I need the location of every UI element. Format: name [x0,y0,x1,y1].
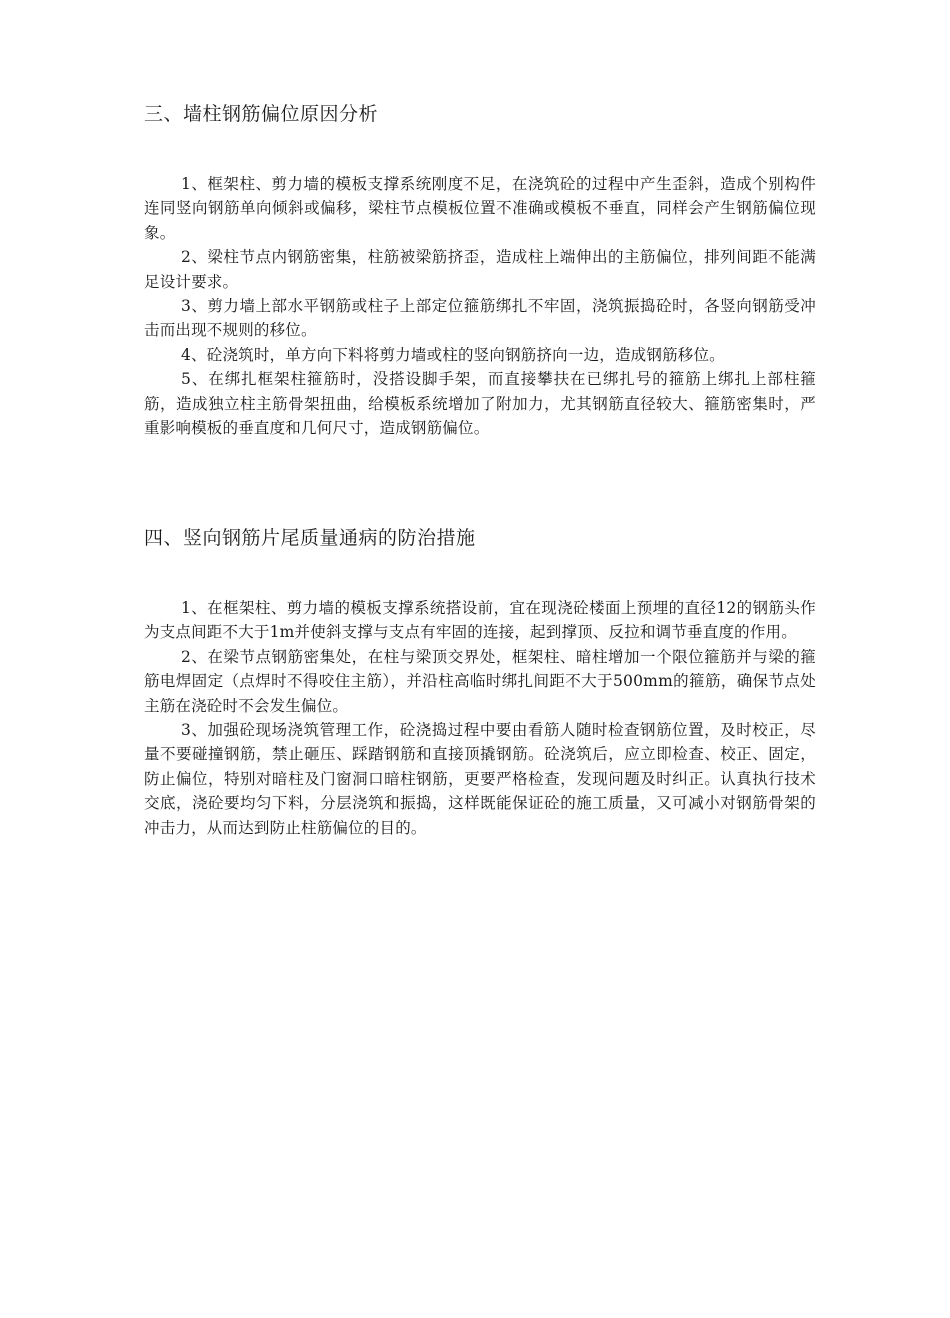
paragraph: 2、在梁节点钢筋密集处，在柱与梁顶交界处，框架柱、暗柱增加一个限位箍筋并与梁的箍筋电焊固定（点焊时不得咬住主筋），并沿柱高临时绑扎间距不大于500mm的箍筋，确保节点处主筋在浇砼时不会发生偏位。 [144,647,816,715]
paragraph: 3、剪力墙上部水平钢筋或柱子上部定位箍筋绑扎不牢固，浇筑振捣砼时，各竖向钢筋受冲击而出现不规则的移位。 [144,297,816,340]
section-prevention-measures [144,524,816,840]
section-heading: 四、竖向钢筋片尾质量通病的防治措施 [144,527,476,549]
section-heading: 三、墙柱钢筋偏位原因分析 [144,103,379,125]
paragraph-list [144,172,816,440]
paragraph: 3、加强砼现场浇筑管理工作，砼浇捣过程中要由看筋人随时检查钢筋位置，及时校正，尽量不要碰撞钢筋，禁止砸压、踩踏钢筋和直接顶撬钢筋。砼浇筑后，应立即检查、校正、固定，防止偏位，特别对暗柱及门窗洞口暗柱钢筋，更要严格检查，发现问题及时纠正。认真执行技术交底，浇砼要均匀下料，分层浇筑和振捣，这样既能保证砼的施工质量，又可减小对钢筋骨架的冲击力，从而达到防止柱筋偏位的目的。 [144,721,816,837]
paragraph-list [144,596,816,840]
section-cause-analysis [144,100,816,440]
paragraph: 1、框架柱、剪力墙的模板支撑系统刚度不足，在浇筑砼的过程中产生歪斜，造成个别构件连同竖向钢筋单向倾斜或偏移，梁柱节点模板位置不准确或模板不垂直，同样会产生钢筋偏位现象。 [144,175,816,242]
paragraph: 5、在绑扎框架柱箍筋时，没搭设脚手架，而直接攀扶在已绑扎号的箍筋上绑扎上部柱箍筋，造成独立柱主筋骨架扭曲，给模板系统增加了附加力，尤其钢筋直径较大、箍筋密集时，严重影响模板的垂直度和几何尺寸，造成钢筋偏位。 [144,370,816,438]
paragraph: 2、梁柱节点内钢筋密集，柱筋被梁筋挤歪，造成柱上端伸出的主筋偏位，排列间距不能满足设计要求。 [144,248,816,291]
paragraph: 4、砼浇筑时，单方向下料将剪力墙或柱的竖向钢筋挤向一边，造成钢筋移位。 [181,345,725,364]
paragraph: 1、在框架柱、剪力墙的模板支撑系统搭设前，宜在现浇砼楼面上预埋的直径12的钢筋头作为支点间距不大于1m并使斜支撑与支点有牢固的连接，起到撑顶、反拉和调节垂直度的作用。 [144,599,816,642]
